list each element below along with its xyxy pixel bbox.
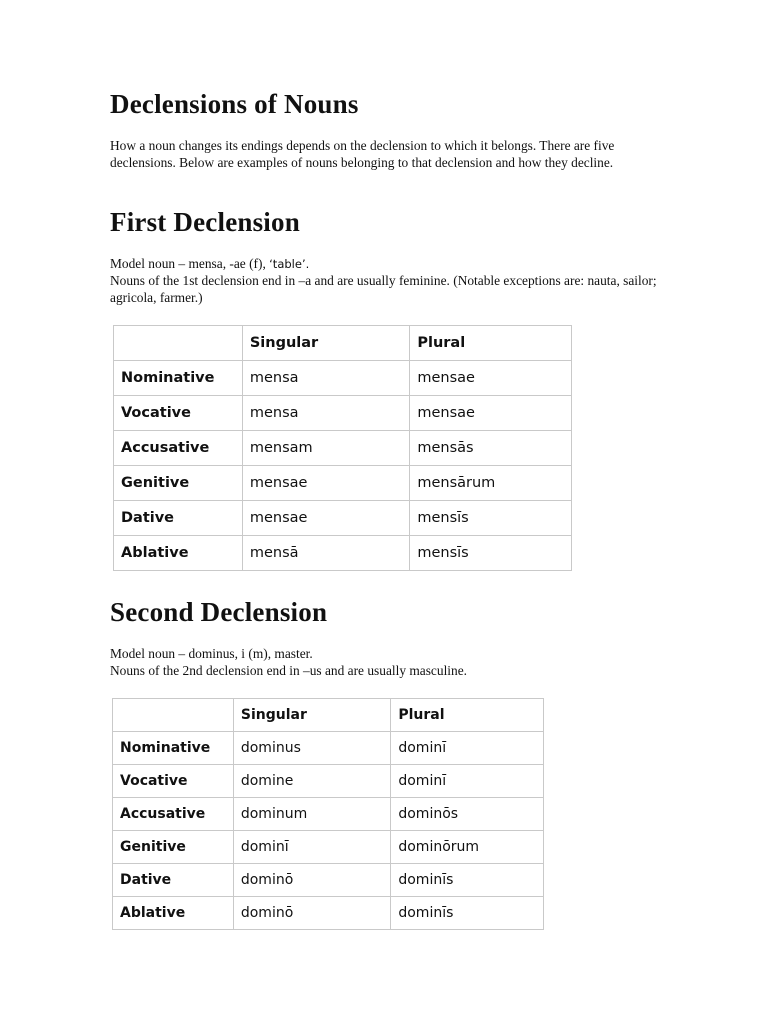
table-row <box>114 431 572 466</box>
header-case <box>113 699 234 732</box>
second-note: Nouns of the 2nd declension end in –us and are usually masculine. <box>110 663 468 678</box>
first-declension-heading: First Declension <box>110 207 300 237</box>
singular-cell: dominum <box>233 798 391 831</box>
singular-cell: mensa <box>242 396 410 431</box>
plural-cell: dominōrum <box>391 831 544 864</box>
table-row <box>113 798 544 831</box>
plural-cell: mensae <box>410 396 572 431</box>
singular-cell: domine <box>233 765 391 798</box>
table-row <box>113 897 544 930</box>
singular-cell: dominō <box>233 897 391 930</box>
page-title: Declensions of Nouns <box>110 89 359 119</box>
case-cell: Accusative <box>114 431 243 466</box>
case-cell: Dative <box>113 864 234 897</box>
first-declension-table <box>113 325 572 571</box>
plural-cell: mensīs <box>410 501 572 536</box>
header-singular: Singular <box>233 699 391 732</box>
intro-paragraph: How a noun changes its endings depends on the declension to which it belongs. There are five declensions. Below are examples of nouns belonging to that declension and how they decline. <box>110 138 615 170</box>
case-cell: Nominative <box>114 361 243 396</box>
plural-cell: mensārum <box>410 466 572 501</box>
second-model-line: Model noun – dominus, i (m), master. <box>110 646 313 661</box>
table-row <box>114 361 572 396</box>
case-cell: Nominative <box>113 732 234 765</box>
plural-cell: dominōs <box>391 798 544 831</box>
plural-cell: dominīs <box>391 864 544 897</box>
singular-cell: dominō <box>233 864 391 897</box>
second-declension-table <box>112 698 544 930</box>
singular-cell: mensae <box>242 501 410 536</box>
plural-cell: mensae <box>410 361 572 396</box>
singular-cell: dominus <box>233 732 391 765</box>
case-cell: Ablative <box>114 536 243 571</box>
case-cell: Genitive <box>114 466 243 501</box>
table-row <box>114 466 572 501</box>
table-header-row <box>114 326 572 361</box>
singular-cell: mensa <box>242 361 410 396</box>
case-cell: Accusative <box>113 798 234 831</box>
table-row <box>114 501 572 536</box>
plural-cell: mensīs <box>410 536 572 571</box>
first-model-line <box>110 255 670 273</box>
singular-cell: mensae <box>242 466 410 501</box>
table-header-row <box>113 699 544 732</box>
table-row <box>113 732 544 765</box>
header-singular: Singular <box>242 326 410 361</box>
first-model-meaning: ‘table’. <box>269 257 310 271</box>
header-plural: Plural <box>391 699 544 732</box>
plural-cell: dominīs <box>391 897 544 930</box>
singular-cell: dominī <box>233 831 391 864</box>
first-note: Nouns of the 1st declension end in –a and are usually feminine. (Notable exceptions are: nauta, sailor; agricola, farmer.) <box>110 273 657 305</box>
case-cell: Vocative <box>114 396 243 431</box>
case-cell: Dative <box>114 501 243 536</box>
plural-cell: mensās <box>410 431 572 466</box>
case-cell: Genitive <box>113 831 234 864</box>
singular-cell: mensā <box>242 536 410 571</box>
case-cell: Ablative <box>113 897 234 930</box>
singular-cell: mensam <box>242 431 410 466</box>
table-row <box>114 536 572 571</box>
table-row <box>113 831 544 864</box>
table-row <box>113 864 544 897</box>
header-plural: Plural <box>410 326 572 361</box>
plural-cell: dominī <box>391 732 544 765</box>
first-model-text: Model noun – mensa, -ae (f), <box>110 256 270 271</box>
table-row <box>114 396 572 431</box>
header-case <box>114 326 243 361</box>
table-row <box>113 765 544 798</box>
plural-cell: dominī <box>391 765 544 798</box>
case-cell: Vocative <box>113 765 234 798</box>
second-declension-heading: Second Declension <box>110 597 328 627</box>
